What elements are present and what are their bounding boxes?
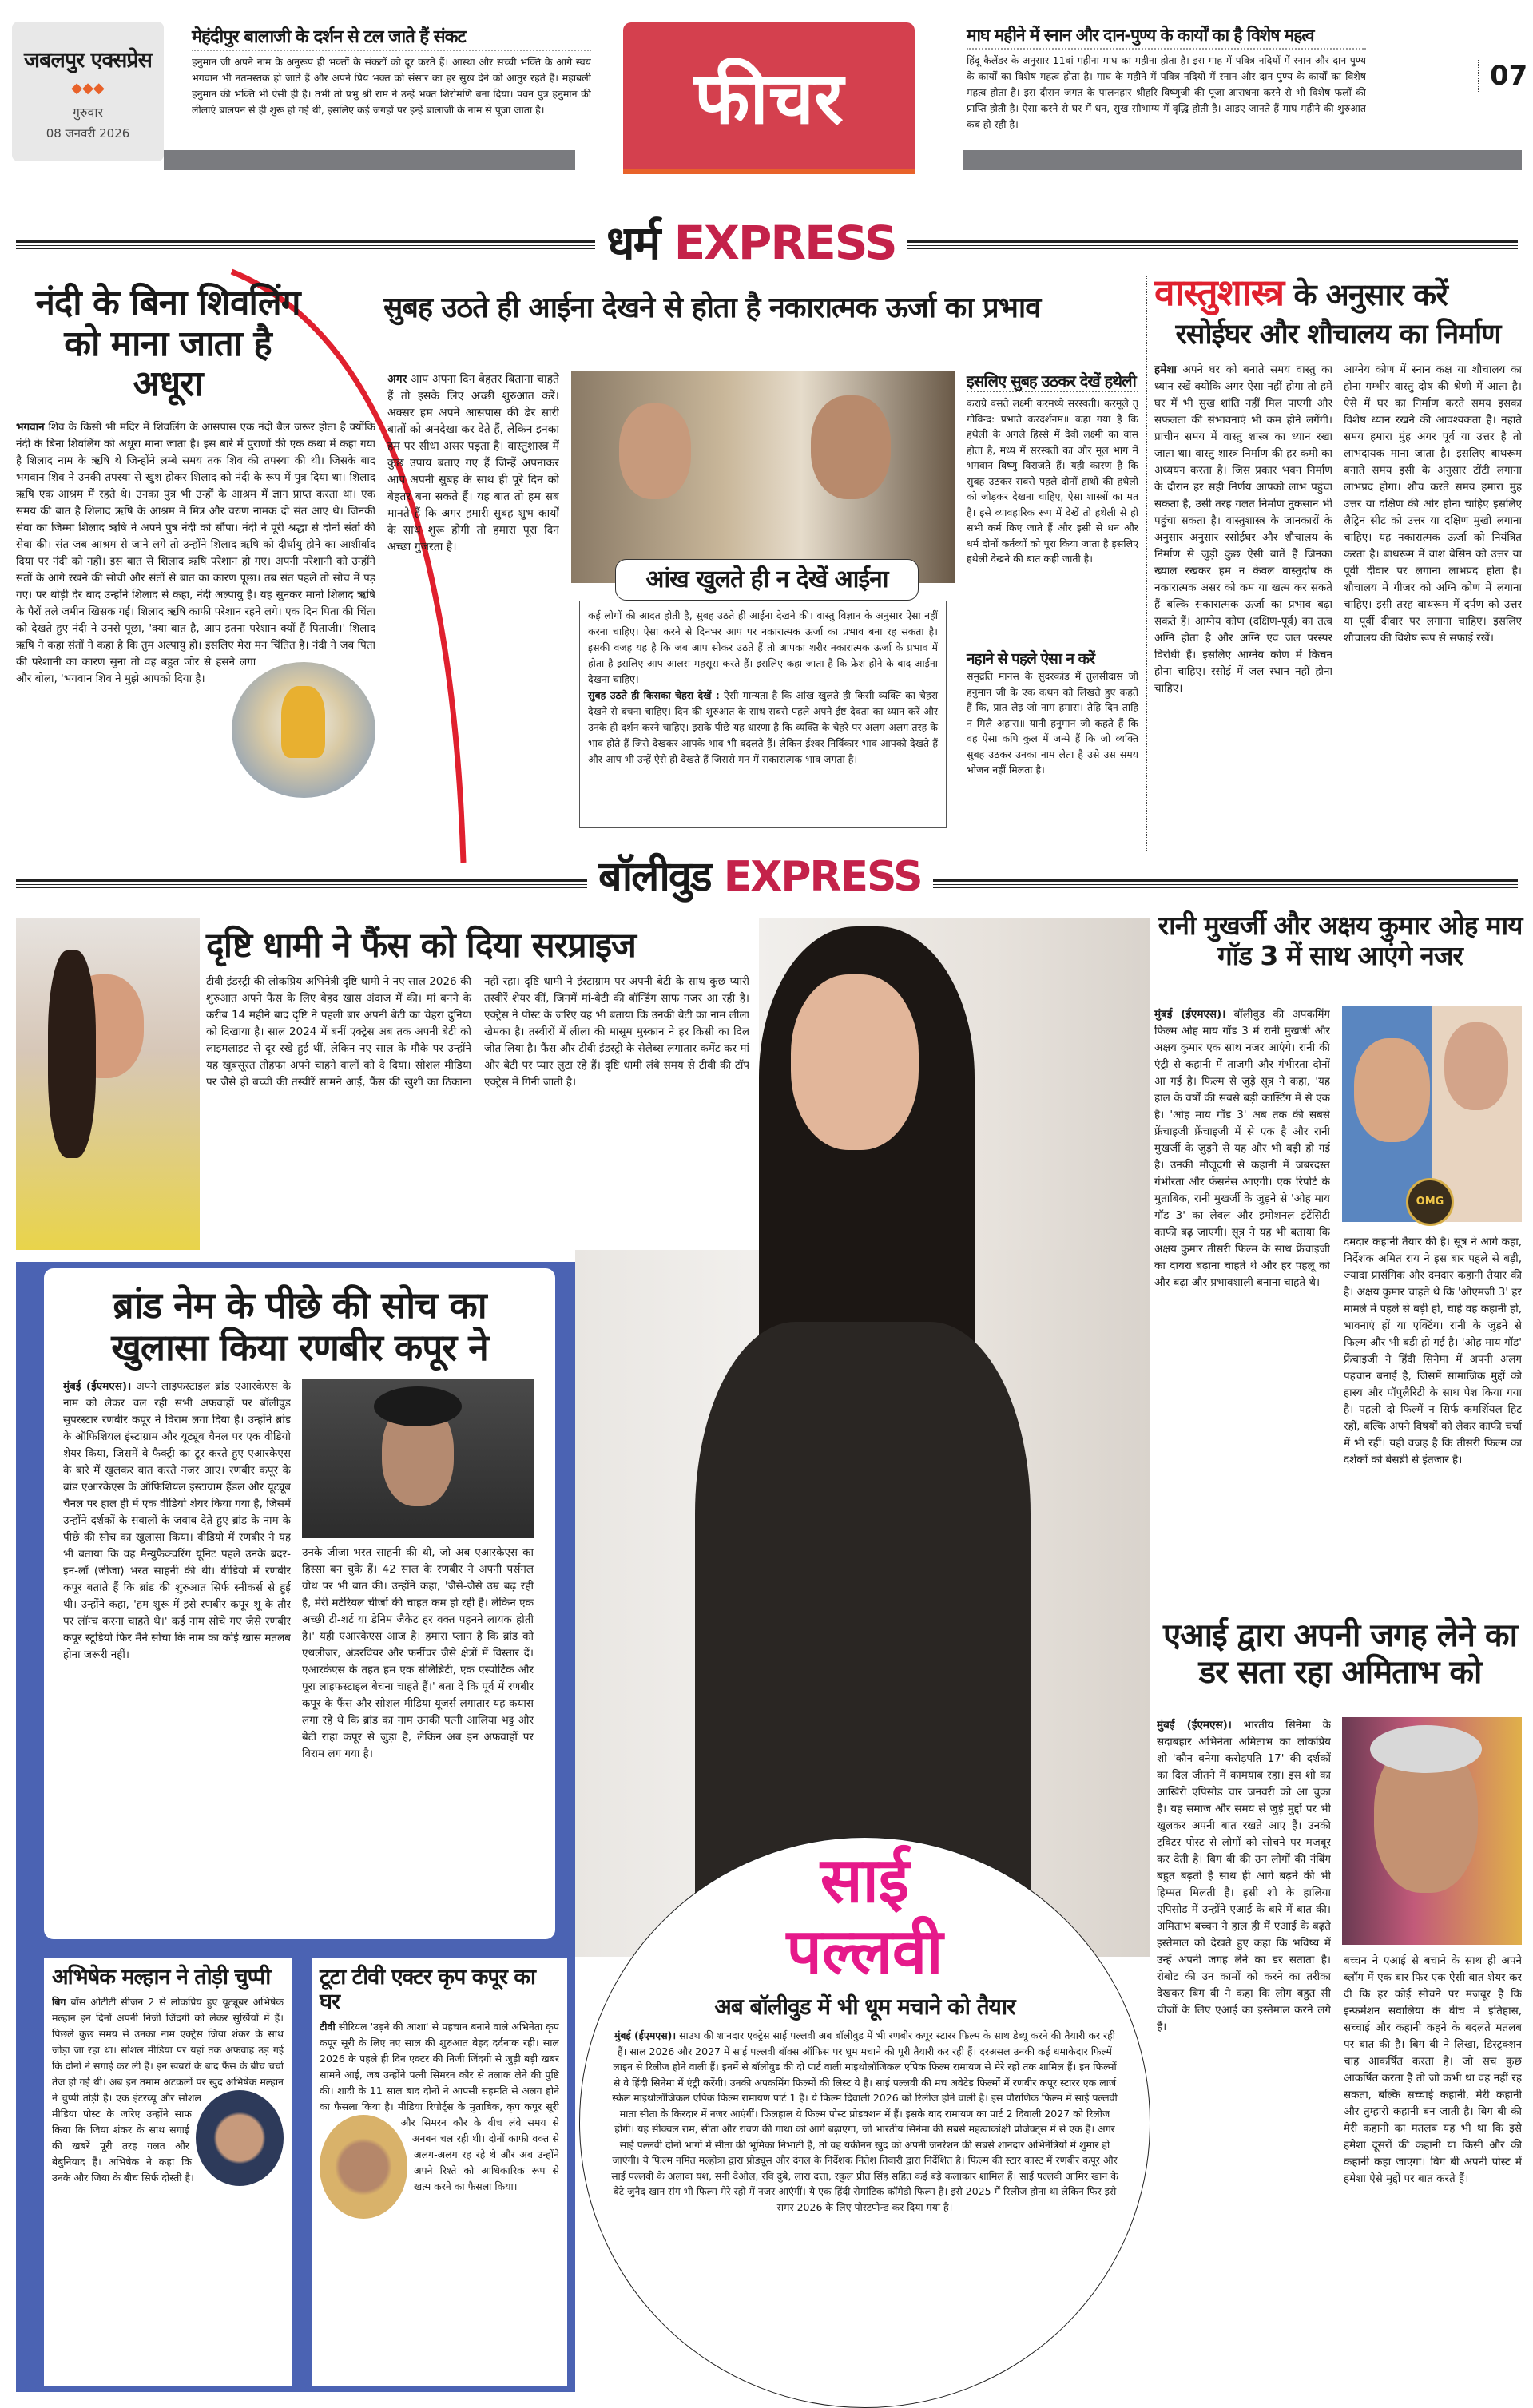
subheadline: अब बॉलीवुड में भी धूम मचाने को तैयार	[714, 1993, 1015, 2020]
headline: मेहंदीपुर बालाजी के दर्शन से टल जाते हैं संकट	[192, 24, 591, 51]
box-text: कई लोगों की आदत होती है, सुबह उठते ही आईना देखने की। वास्तु विज्ञान के अनुसार ऐसा नहीं करना चाहिए। ऐसा करने से दिनभर आप पर नकारात्मक ऊर्जा का प्रभाव बना रह सकता है। इसकी वजह यह है कि जब आप सोकर उठते हैं तो आपका शरीर नकारात्मक ऊर्जा के प्रभाव में होता है इसलिए आप आलस महसूस करते हैं। इसलिए कहा जाता है कि फ्रेश होने के बाद आईना देखना चाहिए।	[588, 609, 938, 685]
rani-story	[1154, 910, 1526, 971]
amitabh-column-2: बच्चन ने एआई से बचाने के साथ ही अपने ब्लॉग में एक बार फिर एक ऐसी बात शेयर कर दी कि हर कोई सोचने पर मजबूर है कि इन्फर्मेशन सवालिया के बीच में इतिहास, सच्चाई और कहानी कहने के बदलते मतलब पर बात की है। बिग बी ने लिखा, डिस्ट्रक्शन चाह आकर्षित करता है। जो सच कुछ आकर्षित करता है तो जो कभी था वह नहीं रह सकता, बल्कि सच्चाई कहानी, मेरी कहानी और तुम्हारी कहानी बन जाती है। बिग बी की मेरी कहानी का मतलब यह भी था कि इसे हमेशा दूसरों की कहानी या किसी और की कहानी कहा जाएगा। बिग बी अपनी पोस्ट में हमेशा ऐसे मुद्दों पर बात करते हैं।	[1344, 1954, 1522, 2185]
krup-kapoor-photo	[320, 2115, 407, 2219]
headline: टूटा टीवी एक्टर कृप कपूर का घर	[320, 1965, 536, 2015]
story-text: अपने घर को बनाते समय वास्तु का ध्यान रखें क्योंकि अगर ऐसा नहीं होगा तो हमें घर में भी सुख शांति नहीं मिल पाएगी और सफलता की संभावनाएं भी कम होने लगेंगी। प्राचीन समय में वास्तु शास्त्र का ध्यान रखा जाता था। वास्तु शास्त्र निर्माण की हर कमी का अध्ययन करता है। जिस प्रकार भवन निर्माण के दौरान हर सही निर्णय आपको लाभ पहुंचा सकता है, उसी तरह गलत निर्माण नुकसान भी पहुंचा सकता है। वास्तुशास्त्र के जानकारों के अनुसार अनुसार रसोईघर और शौचालय के निर्माण से जुड़ी कुछ ऐसी बातें हैं जिनका ख्याल रखकर हम न केवल वास्तुदोष के नकारात्मक असर को कम या खत्म कर सकते हैं बल्कि सकारात्मक ऊर्जा का प्रभाव बढ़ा सकते हैं। आग्नेय कोण (दक्षिण-पूर्व) का तत्व अग्नि होता है और अग्नि एवं जल परस्पर विरोधी हैं। इसलिए आग्नेय कोण में किचन होना चाहिए। रसोई में जल स्थान नहीं होना चाहिए।	[1154, 363, 1332, 696]
weekday: गुरुवार	[72, 105, 104, 120]
issue-date: 08 जनवरी 2026	[46, 126, 130, 141]
drishti-dhami-photo	[16, 918, 200, 1250]
lead-word: भगवान	[16, 420, 45, 434]
lead-word: टीवी	[320, 2021, 336, 2033]
lead-word: अगर	[387, 373, 407, 386]
vastu-story	[1154, 272, 1522, 833]
story-body	[320, 2019, 559, 2390]
story-text: बॉलीवुड की अपकमिंग फिल्म ओह माय गॉड 3 में रानी मुखर्जी और अक्षय कुमार एक साथ नजर आएंगे। रानी की एंट्री से कहानी में ताजगी और गंभीरता दोनों आ गई है। फिल्म से जुड़े सूत्र ने कहा, 'यह हाल के वर्षों की सबसे बड़ी कास्टिंग में से एक है। 'ओह माय गॉड 3' अब तक की सबसे फ्रेंचाइजी फ्रेंचाइजी में से एक है और रानी मुखर्जी के जुड़ने से यह और भी बड़ी हो गई है। उनकी मौजूदगी से कहानी में जबरदस्त गंभीरता और फेंसनेस आएगी। एक रिपोर्ट के मुताबिक, रानी मुखर्जी के जुड़ने से 'ओह माय गॉड 3' का लेवल और इमोशनल इंटेंसिटी काफी बढ़ जाएगी। सूत्र ने यह भी बताया कि अक्षय कुमार तीसरी फिल्म के साथ फ्रेंचाइजी का दायरा बढ़ाना चाहते थे और हर पहलू को और बढ़ा और प्रभावशाली बनाना चाहते थे।	[1154, 1008, 1330, 1289]
story-body: हनुमान जी अपने नाम के अनुरूप ही भक्तों के संकटों को दूर करते हैं। आस्था और सच्ची भक्ति के आगे स्वयं भगवान भी नतमस्तक हो जाते हैं और अपने प्रिय भक्त को संसार का हर सुख देने को आतुर रहते हैं। महाबली हनुमान की भक्ति भी ऐसी ही है। तभी तो प्रभु श्री राम ने उन्हें भक्त शिरोमणि बना दिया। पवन पुत्र हनुमान की लीलाएं बालपन से ही शुरू हो गई थी, इसलिए कई जगहों पर इन्हें बालाजी के नाम से पूजा जाता है।	[192, 56, 591, 116]
diamond-ornament-icon: ◆◆◆	[71, 80, 105, 97]
page-number: 07	[1478, 60, 1527, 92]
headline	[1154, 272, 1522, 314]
headline: रानी मुखर्जी और अक्षय कुमार ओह माय गॉड 3 में साथ आएंगे नजर	[1158, 910, 1523, 971]
headline: माघ महीने में स्नान और दान-पुण्य के कार्यों का है विशेष महत्व	[967, 24, 1366, 50]
rani-column-1	[1154, 1006, 1330, 1557]
headline: ब्रांड नेम के पीछे की सोच का खुलासा किया रणबीर कपूर ने	[111, 1283, 488, 1369]
column-2: आग्नेय कोण में स्नान कक्ष या शौचालय का होना गम्भीर वास्तु दोष की श्रेणी में आता है। ऐसे में घर का निर्माण करते समय इसका विशेष ध्यान रखने की आवश्यकता है। नहाते समय हमारा मुंह अगर पूर्व या उत्तर है तो लाभदायक माना जाता है। इसलिए बाथरूम बनाते समय इसी के अनुसार टोंटी लगाना लाभप्रद होगा। शौच करते समय हमारा मुंह उत्तर या दक्षिण की ओर होना चाहिए इसलिए लैट्रिन सीट को उत्तर या दक्षिण मुखी लगाना चाहिए। यह नकारात्मक ऊर्जा को नियंत्रित करता है। बाथरूम में वाश बेसिन को उत्तर या पूर्वी दीवार पर लगाना लाभप्रद होता है। शौचालय में गीजर को अग्नि कोण में लगाना चाहिए। इसी तरह बाथरूम में दर्पण को उत्तर या पूर्वी दीवार पर लगाना चाहिए। इसलिए शौचालय की विशेष रूप से सफाई रखें।	[1344, 363, 1522, 645]
dateline: मुंबई (ईएमएस)।	[1154, 1008, 1226, 1021]
sai-pallavi-photo	[759, 918, 1150, 1250]
dateline: मुंबई (ईएमएस)।	[63, 1379, 132, 1393]
column-divider	[1146, 276, 1147, 851]
sidebar-text-2: समुद्रति मानस के सुंदरकांड में तुलसीदास जी हनुमान जी के एक कथन को लिखते हुए कहते हैं कि, प्रात लेइ जो नाम हमारा। तेहि दिन ताहि न मिलै अहारा॥ यानी हनुमान जी कहते हैं कि वह ऐसा कपि कुल में जन्मे हैं कि जो व्यक्ति सुबह उठकर उनका नाम लेता है उसे उस समय भोजन नहीं मिलता है।	[967, 670, 1138, 776]
lead-word: बिग	[52, 1996, 66, 2009]
abhishek-story	[44, 1958, 292, 2386]
sai-pallavi-story-circle	[579, 1837, 1150, 2408]
section-label: फीचर	[694, 57, 844, 141]
ranbir-story	[44, 1268, 555, 1939]
story-text: सीरियल 'उड़ने की आशा' से पहचान बनाने वाले अभिनेता कृप कपूर सूरी के लिए नए साल की शुरुआत बेहद दर्दनाक रही। साल 2026 के पहले ही दिन एक्टर की निजी जिंदगी से जुड़ी बड़ी खबर सामने आई, जब उन्होंने पत्नी सिमरन कौर से तलाक लेने की पुष्टि की। शादी के 11 साल बाद दोनों ने आपसी सहमति से अलग होने का फैसला किया है। मीडिया रिपोर्ट्स के मुताबिक, कृप कपूर सूरी और सिमरन कौर के बीच लंबे समय से अनबन चल रही थी। दोनों काफी वक्त से अलग-अलग रह रहे थे और अब उन्होंने अपने रिश्ते को आधिकारिक रूप से खत्म करने का फैसला किया।	[320, 2021, 559, 2193]
nandi-bull-photo	[232, 662, 375, 798]
top-story-hanuman	[192, 24, 591, 154]
top-story-magh	[967, 24, 1366, 153]
mirror-headline: सुबह उठते ही आईना देखने से होता है नकारात्मक ऊर्जा का प्रभाव	[383, 292, 1041, 324]
mirror-story-body	[387, 371, 559, 855]
headline-line-2: रसोईघर और शौचालय का निर्माण	[1175, 318, 1501, 351]
section-title-hindi: बॉलीवुड	[598, 853, 711, 901]
rani-column-2: दमदार कहानी तैयार की है। सूत्र ने आगे कहा, निर्देशक अमित राय ने इस बार पहले से बड़ी, ज्यादा प्रासंगिक और दमदार कहानी तैयार की है। अक्षय कुमार चाहते थे कि 'ओएमजी 3' हर मामले में पहले से बड़ी हो, चाहे वह कहानी हो, भावनाएं हों या एक्टिंग। रानी के जुड़ने से फिल्म और भी बड़ी हो गई है। 'ओह माय गॉड' फ्रेंचाइजी ने हिंदी सिनेमा में अपनी अलग पहचान बनाई है, जिसमें सामाजिक मुद्दों को हास्य और पॉपुलैरिटी के साथ पेश किया गया है। पहली दो फिल्में न सिर्फ कमर्शियल हिट रहीं, बल्कि अपने विषयों को लेकर काफी चर्चा में भी रहीं। यही वजह है कि तीसरी फिल्म का दर्शकों को बेसब्री से इंतजार है।	[1344, 1236, 1522, 1466]
caption-text: आंख खुलते ही न देखें आईना	[645, 565, 888, 593]
sidebar-text: कराग्रे वसते लक्ष्मी करमध्ये सरस्वती। करमूले तू गोविन्द: प्रभाते करदर्शनम॥ कहा गया है कि हथेली के अगले हिस्से में देवी लक्ष्मी का वास होता है, मध्य में सरस्वती का और मूल भाग में भगवान विष्णु विराजते हैं। यही कारण है कि सुबह उठकर सबसे पहले दोनों हाथों की हथेली को जोड़कर देखना चाहिए, ऐसा शास्त्रों का मत है। इसे व्यावहारिक रूप में देखें तो हथेली से ही सभी कर्म किए जाते हैं और इसी से धन और धर्म दोनों कर्तव्यों को पूरा किया जाता है इसलिए हथेली देखने की बात कही जाती है।	[967, 397, 1138, 565]
section-title-hindi: धर्म	[606, 216, 660, 270]
section-title-english: EXPRESS	[723, 853, 922, 901]
lead-word: हमेशा	[1154, 363, 1177, 377]
dateline: मुंबई (ईएमएस)।	[1157, 1719, 1232, 1732]
column-2: उनके जीजा भरत साहनी की थी, जो अब एआरकेएस का हिस्सा बन चुके हैं। 42 साल के रणबीर ने अपनी पर्सनल ग्रोथ पर भी बात की। उन्होंने कहा, 'जैसे-जैसे उम्र बढ़ रही है, मेरी मटेरियल चीजों की चाहत कम हो रही है। लेकिन एक अच्छी टी-शर्ट या डेनिम जैकेट हर वक्त पहनने लायक होती है।' यही एआरकेएस आज है। हमारा प्लान है कि ब्रांड को एथलीजर, अंडरवियर और फर्नीचर जैसे क्षेत्रों में विस्तार दें। एआरकेएस के तहत हम एक सेलिब्रिटी, एक एस्पोर्टिक और पूरा लाइफस्टाइल बेचना चाहते हैं।' बता दें कि पूर्व में रणबीर कपूर के फैंस और सोशल मीडिया यूजर्स लगातार यह कयास लगा रहे थे कि ब्रांड का नाम उनकी पत्नी आलिया भट्ट और बेटी राहा कपूर से जुड़ा है, लेकिन अब इन अफवाहों पर विराम लग गया है।	[302, 1545, 534, 1760]
section-title-english: EXPRESS	[673, 216, 896, 270]
section-label-box	[623, 22, 915, 174]
sidebar-subhead-2: नहाने से पहले ऐसा न करें	[967, 650, 1094, 668]
name-line-2: पल्लवी	[786, 1916, 943, 1988]
badge-text: OMG	[1416, 1196, 1444, 1208]
name-line-1: साई	[820, 1845, 910, 1917]
story-text: बॉस ओटीटी सीजन 2 से लोकप्रिय हुए यूट्यूबर अभिषेक मल्हान इन दिनों अपनी निजी जिंदगी को लेकर सुर्खियों में हैं। पिछले कुछ समय से उनका नाम एक्ट्रेस जिया शंकर के साथ जोड़ा जा रहा था। सोशल मीडिया पर यहां तक अफवाह उड़ गई कि दोनों ने सगाई कर ली है। इन खबरों के बाद फैंस के बीच चर्चा तेज हो गई थी। अब इन तमाम अटकलों पर खुद अभिषेक मल्हान ने चुप्पी तोड़ी है। एक इंटरव्यू और सोशल मीडिया पोस्ट के जरिए उन्होंने साफ किया कि जिया शंकर के साथ सगाई की खबरें पूरी तरह गलत और बेबुनियाद हैं। अभिषेक ने कहा कि उनके और जिया के बीच सिर्फ दोस्ती है।	[52, 1996, 284, 2184]
amitabh-headline: एआई द्वारा अपनी जगह लेने का डर सता रहा अमिताभ को	[1162, 1617, 1518, 1691]
mirror-caption	[615, 559, 919, 601]
column-1	[63, 1379, 291, 1882]
dharm-section-title	[595, 209, 907, 272]
header-grey-bar-right	[963, 150, 1522, 170]
headline: दृष्टि धामी ने फैंस को दिया सरप्राइज	[206, 926, 636, 966]
mirror-info-box	[579, 601, 947, 828]
paper-name: जबलपुर एक्सप्रेस	[24, 48, 152, 73]
headline: अभिषेक मल्हान ने तोड़ी चुप्पी	[52, 1965, 271, 1989]
story-body	[16, 419, 375, 891]
story-text: अपने लाइफस्टाइल ब्रांड एआरकेएस के नाम को लेकर चल रही सभी अफवाहों पर बॉलीवुड सुपरस्टार रणबीर कपूर ने विराम लगा दिया है। उन्होंने ब्रांड के ऑफिशियल इंस्टाग्राम और यूट्यूब चैनल पर एक वीडियो शेयर किया, जिसमें वे फैक्ट्री का टूर करते हुए एआरकेएस के बारे में खुलकर बात करते नजर आए। रणबीर कपूर के ब्रांड एआरकेएस के ऑफिशियल इंस्टाग्राम हैंडल और यूट्यूब चैनल पर हाल ही में एक वीडियो शेयर किया गया है, जिसमें उन्होंने दर्शकों के सवालों के जवाब देते हुए ब्रांड के नाम के पीछे की सोच का खुलासा किया। वीडियो में रणबीर ने यह भी बताया कि वह मैन्युफैक्चरिंग यूनिट पहले उनके ब्रदर-इन-लॉ (जीजा) भरत साहनी की थी। वीडियो में रणबीर कपूर बताते हैं कि ब्रांड की शुरुआत सिर्फ स्नीकर्स से हुई थी। उन्होंने कहा, 'हम शुरू में इसे रणबीर कपूर शू के तौर पर लॉन्च करना चाहते थे।' कई नाम सोचे गए जैसे रणबीर कपूर स्टूडियो फिर मैंने सोचा कि नाम का कोई खास मतलब होना जरूरी नहीं।	[63, 1379, 291, 1661]
nandi-story	[16, 284, 379, 891]
headline: नंदी के बिना शिवलिंग को माना जाता है अधूरा	[35, 283, 300, 405]
story-body	[610, 2028, 1121, 2363]
headline-highlight: वास्तुशास्त्र	[1154, 271, 1285, 314]
bollywood-section-title	[587, 847, 933, 903]
sidebar-subhead: इसलिए सुबह उठकर देखें हथेली	[967, 371, 1138, 392]
amitabh-bachchan-photo	[1342, 1717, 1522, 1945]
abhishek-malhan-photo	[196, 2090, 284, 2186]
story-text: भारतीय सिनेमा के सदाबहार अभिनेता अमिताभ का लोकप्रिय शो 'कौन बनेगा करोड़पति 17' की दर्शकों का दिल जीतने में कामयाब रहा। इस शो का आखिरी एपिसोड चार जनवरी को आ चुका है। यह समाज और समय से जुड़े मुद्दों पर भी खुलकर अपनी बात रखते आए हैं। उनकी ट्विटर पोस्ट से लोगों को सोचने पर मजबूर कर देती है। बिग बी की उन लोगों की नंबिंग बहुत बढ़ती है साथ ही आगे बढ़ने की भी हिम्मत मिलती है। इसी शो के हालिया एपिसोड में उन्होंने एआई के बारे में बात की। अमिताभ बच्चन ने हाल ही में एआई के बढ़ते इस्तेमाल को देखते हुए कहा कि भविष्य में उन्हें अपनी जगह लेने का डर सताता है। रोबोट की उन कामों को करने का तरीका देखकर बिग बी ने कहा कि लोग बहुत सी चीजों के लिए एआई का इस्तेमाल करने लगे हैं।	[1157, 1719, 1331, 2033]
story-body	[52, 1994, 284, 2366]
box-text-2: ऐसी मान्यता है कि आंख खुलते ही किसी व्यक्ति का चेहरा देखने से बचना चाहिए। दिन की शुरुआत के साथ सबसे पहले अपने ईष्ट देवता का ध्यान करें और उनके ही दर्शन करने चाहिए। इसके पीछे यह धारणा है कि व्यक्ति के चेहरे पर अलग-अलग तरह के भाव होते हैं जिसे देखकर आपके भाव भी बदलते हैं। लेकिन ईश्वर निर्विकार भाव आपको देखते हैं और आप भी उन्हें ऐसे ही देखते हैं जिससे मन में सकारात्मक भाव जगता है।	[588, 689, 938, 765]
headline-rest: के अनुसार करें	[1293, 277, 1448, 312]
amitabh-column-1	[1157, 1717, 1331, 2388]
omg-badge	[1406, 1178, 1454, 1226]
dateline: मुंबई (ईएमएस)।	[614, 2029, 677, 2041]
story-text: आप अपना दिन बेहतर बिताना चाहते हैं तो इसके लिए अच्छी शुरुआत करें। अक्सर हम अपने आसपास की ढेर सारी बातों को अनदेखा कर देते हैं, लेकिन इनका हम पर सीधा असर पड़ता है। वास्तुशास्त्र में कुछ उपाय बताए गए हैं जिन्हें अपनाकर आप अपनी सुबह के साथ ही पूरे दिन को बेहतर बना सकते हैं। यह बात तो हम सब मानते हैं कि अगर हमारी सुबह शुभ कार्यों के साथ शुरू होगी तो हमारा पूरा दिन अच्छा गुजरता है।	[387, 373, 559, 553]
story-text: साउथ की शानदार एक्ट्रेस साई पल्लवी अब बॉलीवुड में भी रणबीर कपूर स्टारर फिल्म के साथ डेब्यू करने की तैयारी कर रही हैं। साल 2026 और 2027 में साई पल्लवी बॉक्स ऑफिस पर धूम मचाने की पूरी तैयारी कर रही हैं। दरअसल उनकी कई धमाकेदार फिल्में लाइन से रिलीज होने वाली हैं। इनमें से बॉलीवुड की दो पार्ट वाली माइथोलॉजिकल एपिक फिल्म रामायण से मेरे रहों तक शामिल हैं। इन फिल्मों से वे हिंदी सिनेमा में एंट्री करेंगी। उनकी अपकमिंग फिल्मों की लिस्ट ये है। साई पल्लवी की मच अवेटेड फिल्मों में रणबीर कपूर स्टारर एक लार्ज स्केल माइथोलॉजिकल एपिक फिल्म रामायण पार्ट 1 है। ये फिल्म दिवाली 2026 को रिलीज होने वाली है। इस पौराणिक फिल्म में साई पल्लवी माता सीता के किरदार में नजर आएंगीं। फिलहाल ये फिल्म पोस्ट प्रोडक्शन में हैं। इसके बाद रामायण का पार्ट 2 दिवाली 2027 को रिलीज होगी। यह सीक्वल राम, सीता और रावण की गाथा को आगे बढ़ाएगा, जो भारतीय सिनेमा की सबसे महत्वाकांक्षी प्रोजेक्ट्स में से एक है। अगर साई पल्लवी दोनों भागों में सीता की भूमिका निभाती हैं, तो वह यकीनन खुद को अपनी जनरेशन की सबसे शानदार अभिनेत्रियों में शुमार हो जाएंगी। ये फिल्म नमित मल्होत्रा द्वारा प्रोड्यूस और दंगल के निर्देशक नितेश तिवारी द्वारा निर्देशित है। फिल्म की स्टार कास्ट में रणबीर कपूर और साई पल्लवी के अलावा यश, सनी देओल, रवि दुबे, लारा दत्ता, रकुल प्रीत सिंह सहित कई बड़े कलाकार शामिल हैं। साई पल्लवी आमिर खान के बेटे जुनैद खान संग भी फिल्म मेरे रहो में नजर आएंगीं। ये एक हिंदी रोमांटिक कॉमेडी फिल्म है। इसे 2025 में रिलीज होना था लेकिन फिर इसे समर 2026 के लिए पोस्टपोन्ड कर दिया गया है।	[611, 2029, 1118, 2213]
box-subhead: सुबह उठते ही किसका चेहरा देखें :	[588, 689, 720, 701]
ranbir-kapoor-photo	[302, 1379, 534, 1538]
date-box	[12, 22, 164, 161]
drishti-story	[206, 926, 749, 1213]
story-body: टीवी इंडस्ट्री की लोकप्रिय अभिनेत्री दृष्टि धामी ने नए साल 2026 की शुरुआत अपने फैंस के लिए बेहद खास अंदाज में की। मां बनने के करीब 14 महीने बाद दृष्टि ने पहली बार अपनी बेटी का चेहरा दुनिया को दिखाया है। साल 2024 में बनीं एक्ट्रेस अब तक अपनी बेटी को लाइमलाइट से दूर रखे हुई थीं, लेकिन नए साल के मौके पर उन्होंने यह खूबसूरत तोहफा अपने चाहने वालों को दे दिया। सोशल मीडिया पर जैसे ही बच्ची की तस्वीरें सामने आईं, फैंस की खुशी का ठिकाना नहीं रहा। दृष्टि धामी ने इंस्टाग्राम पर अपनी बेटी के साथ कुछ प्यारी तस्वीरें शेयर कीं, जिनमें मां-बेटी की बॉन्डिंग साफ नजर आ रही है। एक्ट्रेस ने पोस्ट के जरिए यह भी बताया कि उनकी बेटी का नाम लीला खेमका है। तस्वीरों में लीला की मासूम मुस्कान ने हर किसी का दिल जीत लिया है। फैंस और टीवी इंडस्ट्री के सेलेब्स लगातार कमेंट कर मां और बेटी पर प्यार लुटा रहे हैं। दृष्टि धामी लंबे समय से टीवी की टॉप एक्ट्रेस में गिनी जाती है।	[206, 975, 749, 1089]
krup-story	[312, 1958, 567, 2386]
man-in-mirror-photo	[571, 371, 955, 583]
story-text: शिव के किसी भी मंदिर में शिवलिंग के आसपास एक नंदी बैल जरूर होता है क्योंकि नंदी के बिना शिवलिंग को अधूरा माना जाता है। इस बारे में पुराणों की एक कथा में कहा गया है शिलाद नाम के ऋषि थे जिन्होंने लम्बे समय तक शिव की तपस्या की थी। जिसके बाद भगवान शिव ने उनकी तपस्या से खुश होकर शिलाद को नंदी के रूप में पुत्र दिया था। शिलाद ऋषि एक आश्रम में रहते थे। उनका पुत्र भी उन्हीं के आश्रम में ज्ञान प्राप्त करता था। एक समय की बात है शिलाद ऋषि के आश्रम में मित्र और वरुण नामक दो संत आए थे। जिनकी सेवा का जिम्मा शिलाद ऋषि ने अपने पुत्र नंदी को सौंपा। नंदी ने पूरी श्रद्धा से दोनों संतों की सेवा की। संत जब आश्रम से जाने लगे तो उन्होंने शिलाद ऋषि को दीर्घायु होने का आशीर्वाद दिया पर नंदी को नहीं। इस बात से शिलाद ऋषि परेशान हो गए। अपनी परेशानी को उन्होंने संतों के आगे रखने की सोची और संतों से बात का कारण पूछा। तब संत पहले तो सोच में पड़ गए। पर थोड़ी देर बाद उन्होंने शिलाद से कहा, नंदी अल्पायु है। यह सुनकर मानो शिलाद ऋषि के पैरों तले जमीन खिसक गई। शिलाद ऋषि काफी परेशान रहने लगे। एक दिन पिता की चिंता को देखते हुए नंदी ने उनसे पूछा, 'क्या बात है, आप इतना परेशान क्यों हैं पिताजी।' शिलाद ऋषि ने कहा संतों ने कहा है कि तुम अल्पायु हो। इसलिए मेरा मन चिंतित है। नंदी ने जब पिता की परेशानी का कारण सुना तो वह बहुत जोर से हंसने लगा और बोला, 'भगवान शिव ने मुझे आपको दिया है।	[16, 420, 375, 685]
palm-sidebar	[967, 371, 1138, 840]
column-1	[1154, 362, 1332, 833]
story-body: हिंदू कैलेंडर के अनुसार 11वां महीना माघ का महीना होता है। इस माह में पवित्र नदियों में स्नान और दान-पुण्य के कार्यों का विशेष महत्व होता है। माघ के महीने में पवित्र नदियों में स्नान और दान-पुण्य के कार्यों का विशेष महत्व होता है। इस दौरान जगत के पालनहार श्रीहरि विष्णुजी की पूजा-आराधना करने से भी विशेष फलों की प्राप्ति होती है। ऐसा करने से घर में धन, सुख-सौभाग्य में वृद्धि होती है। आइए जानते हैं माघ महीने की शुरुआत कब हो रही है।	[967, 54, 1366, 130]
